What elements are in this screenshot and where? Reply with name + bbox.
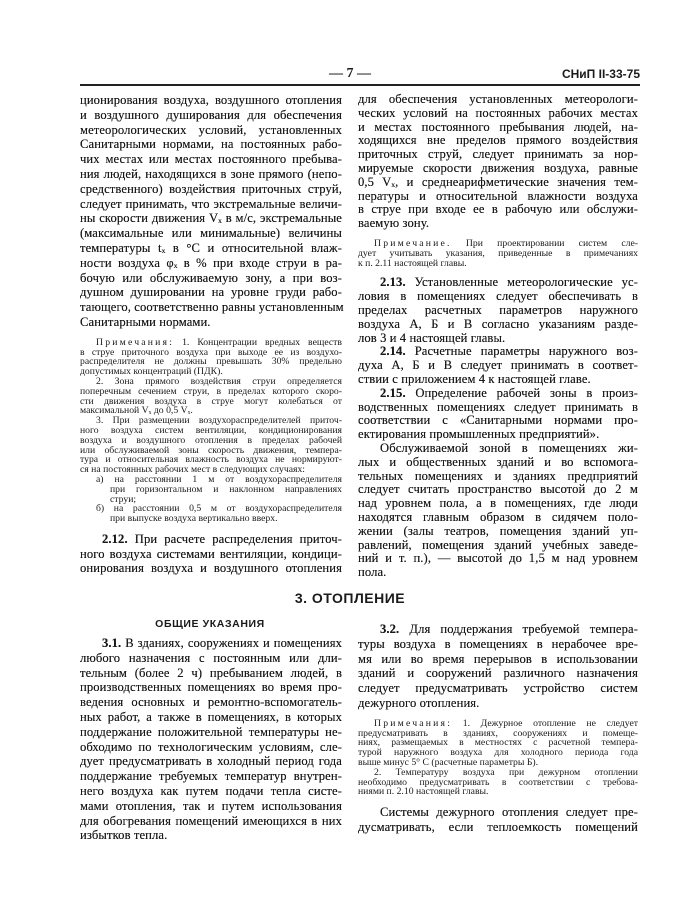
section-title: 3. ОТОПЛЕНИЕ: [294, 590, 406, 606]
text-line: [358, 134, 638, 148]
text-line: [358, 497, 638, 511]
line-text: поддержание положительной температуры не-: [80, 724, 342, 739]
text-line: [358, 525, 638, 539]
line-text: для обогревания помещений имеющихся в них: [80, 813, 342, 828]
text-line: [80, 680, 342, 695]
text-line: [358, 805, 638, 820]
line-text: предусматривать в зданиях, сооружениях и помеще-: [358, 727, 638, 739]
text-line: [358, 176, 638, 190]
text-line: [358, 304, 638, 318]
text-line: [358, 121, 638, 135]
line-text: (максимальные или минимальные) величины: [80, 226, 342, 241]
line-text: в струе приточного воздуха при выходе ее из воздухо-: [80, 346, 342, 358]
page-number: — 7 —: [329, 66, 371, 81]
line-text: пола.: [358, 565, 387, 580]
block-gap: [80, 524, 342, 532]
line-text: ний и т. п.), — высотой до 1,5 м над уровнем: [358, 551, 638, 566]
text-line: [358, 290, 638, 304]
text-line: [80, 514, 342, 524]
paragraph: [80, 93, 342, 330]
note-block: [358, 768, 638, 797]
line-text: турой наружного воздуха для холодного периода года: [358, 747, 638, 759]
paragraph-number: 2.13.: [380, 275, 406, 290]
line-text: онирования воздуха и воздушного отопления: [80, 561, 342, 576]
line-text: производственных помещениях во время про-: [80, 680, 342, 695]
line-text: ектирования промышленных предприятий».: [358, 427, 600, 442]
line-text: средственного) воздействия приточных струй,: [80, 181, 342, 196]
paragraph: [358, 442, 638, 580]
text-line: [80, 315, 342, 330]
text-line: [80, 799, 342, 814]
line-text: В зданиях, сооружениях и помещениях: [121, 636, 342, 650]
text-line: [358, 190, 638, 204]
line-text: ного воздуха системами вентиляции, кондици-: [80, 546, 342, 561]
line-text: Для поддержания требуемой темпера-: [399, 622, 638, 636]
text-line: [358, 259, 638, 269]
line-text: 1. Концентрации вредных веществ: [174, 336, 342, 348]
text-line: [80, 152, 342, 167]
line-text: дует предусматривать в холодный период года: [80, 754, 342, 769]
line-text: максимальной Vₓ до 0,5 Vₓ.: [80, 405, 193, 417]
line-text: мируемые скорости движения воздуха, равные: [358, 160, 638, 175]
text-line: [358, 442, 638, 456]
text-line: [80, 561, 342, 576]
line-text: ходящихся вне пределов прямого воздействия: [358, 133, 638, 148]
line-text: тура и относительная влажность воздуха не нормируют-: [80, 454, 342, 466]
line-text: тельных помещениях и зданиях предприятий: [358, 468, 638, 483]
paragraph: [358, 805, 638, 835]
line-text: струи;: [110, 493, 137, 505]
text-line: [358, 276, 638, 290]
text-line: [358, 107, 638, 121]
line-text: температуры tₓ в °С и относительной влаж-: [80, 240, 342, 255]
paragraph: [358, 622, 638, 711]
text-line: [80, 256, 342, 271]
line-text: распределителя не должны превышать 30% предельно: [80, 356, 342, 368]
header-rule: [80, 84, 640, 86]
document-code: СНиП II-33-75: [561, 67, 640, 81]
line-text: 0,5 Vₓ, и среднеарифметические значения тем-: [358, 174, 638, 189]
line-text: соответствии с «Санитарными нормами про-: [358, 413, 638, 428]
text-line: [80, 828, 342, 843]
line-text: поддержание требуемых температур внутрен-: [80, 769, 342, 784]
right-column-bottom: [358, 622, 638, 835]
text-line: [358, 217, 638, 231]
text-line: [358, 332, 638, 346]
line-text: воздуха и воздушного отопления в пределах рабочей: [80, 434, 342, 446]
line-text: чих местах или местах постоянного пребыва-: [80, 152, 342, 167]
line-text: дусматривать, если теплоемкость помещений: [358, 819, 638, 834]
line-text: избытков тепла.: [80, 828, 168, 843]
line-text: к п. 2.11 настоящей главы.: [358, 257, 467, 269]
paragraph-number: 3.1.: [102, 636, 122, 650]
paragraph-number: 3.2.: [380, 622, 400, 636]
paragraph-number: Примечания:: [96, 336, 175, 348]
text-line: [358, 373, 638, 387]
text-line: [80, 271, 342, 286]
text-line: [358, 787, 638, 797]
line-text: любого назначения с постоянным или дли-: [80, 650, 342, 665]
text-line: [358, 696, 638, 711]
paragraph-number: Примечание.: [374, 237, 452, 249]
line-text: дежурного отопления.: [358, 695, 480, 710]
text-line: [80, 769, 342, 784]
line-text: ния людей, находящихся в зоне прямого (непо-: [80, 166, 342, 181]
text-line: [358, 566, 638, 580]
note-block: [80, 338, 342, 377]
line-text: мя или во время перерывов в использовании: [358, 651, 638, 666]
line-text: ционирования воздуха, воздушного отопления: [80, 93, 342, 107]
line-text: б) на расстоянии 0,5 м от воздухораспределителя: [96, 503, 342, 515]
paragraph: [358, 93, 638, 231]
line-text: или обслуживаемой зоны скорость движения, темпера-: [80, 444, 342, 456]
text-line: [358, 820, 638, 835]
line-text: него воздуха как путем подачи тепла систе-: [80, 783, 342, 798]
line-text: лых и общественных зданий и во вспомога-: [358, 454, 638, 469]
text-line: [80, 211, 342, 226]
line-text: мами отопления, так и путем использования: [80, 798, 342, 813]
line-text: ниях, размещаемых в местностях с расчетной темпера-: [358, 737, 638, 749]
subsection-title: ОБЩИЕ УКАЗАНИЯ: [155, 618, 265, 630]
line-text: 2. Температуру воздуха при дежурном отоплении: [374, 766, 638, 778]
block-gap: [358, 797, 638, 805]
note-block: [80, 416, 342, 475]
text-line: [80, 710, 342, 725]
text-line: [358, 345, 638, 359]
line-text: дует учитывать указания, приведенные в примечаниях: [358, 247, 638, 259]
text-line: [80, 784, 342, 799]
text-line: [358, 681, 638, 696]
line-text: Санитарными нормами, на постоянных рабо-: [80, 137, 342, 152]
line-text: ся на постоянных рабочих мест в следующих случаях:: [80, 464, 305, 476]
line-text: ловия в помещениях следует обеспечивать в: [358, 289, 638, 304]
text-line: [80, 532, 342, 547]
text-line: [80, 636, 342, 651]
line-text: ваемую зону.: [358, 216, 430, 231]
line-text: ческих условий на постоянных рабочих местах: [358, 105, 638, 120]
line-text: бочую или обслуживаемую зону, а при воз-: [80, 270, 342, 285]
left-column-bottom: [80, 636, 342, 843]
text-line: [358, 483, 638, 497]
note-block: [80, 377, 342, 416]
text-line: [80, 725, 342, 740]
text-line: [358, 203, 638, 217]
text-line: [358, 148, 638, 162]
text-line: [80, 197, 342, 212]
text-line: [80, 182, 342, 197]
note-block: [358, 719, 638, 768]
line-text: При расчете распределения приточ-: [127, 531, 342, 546]
text-line: [80, 666, 342, 681]
text-line: [80, 167, 342, 182]
paragraph: [80, 532, 342, 576]
line-text: в струе при входе ее в рабочую или обслужи-: [358, 202, 638, 217]
text-line: [80, 137, 342, 152]
line-text: сти движения воздуха в струе могут колебаться от: [80, 395, 342, 407]
line-text: над уровнем пола, а в помещениях, где люди: [358, 496, 638, 511]
line-text: метеорологических условий, установленных: [80, 122, 342, 137]
text-line: [358, 93, 638, 107]
text-line: [358, 666, 638, 681]
line-text: ведения основных и ремонтно-вспомогатель-: [80, 695, 342, 710]
text-line: [80, 108, 342, 123]
line-text: а) на расстоянии 1 м от воздухораспределителя: [96, 473, 342, 485]
text-line: [80, 226, 342, 241]
text-line: [80, 740, 342, 755]
text-line: [358, 652, 638, 667]
line-text: ных работ, а также в помещениях, в которых: [80, 709, 342, 724]
text-line: [358, 401, 638, 415]
line-text: необходимо предусматривать в соответствии с требова-: [358, 776, 638, 788]
line-text: туры воздуха в помещениях в нерабочее вре-: [358, 636, 638, 651]
line-text: и местах постоянного пребывания людей, на-: [358, 119, 638, 134]
line-text: следует считать пространство высотой до 2 м: [358, 482, 638, 497]
line-text: при выпуске воздуха вертикально вверх.: [110, 513, 278, 525]
line-text: тающего, соответственно равны установленным: [80, 300, 344, 315]
line-text: при горизонтальном и наклонном направлениях: [110, 483, 342, 495]
text-line: [358, 387, 638, 401]
note-block: [80, 504, 342, 524]
note-block: [80, 475, 342, 504]
line-text: духа А, Б и В следует принимать в соответ-: [358, 358, 638, 373]
line-text: Санитарными нормами.: [80, 314, 211, 329]
text-line: [358, 470, 638, 484]
line-text: ности воздуха φₓ в % при входе струи в ра-: [80, 255, 342, 270]
text-line: [358, 162, 638, 176]
paragraph-number: 2.15.: [380, 385, 406, 400]
text-line: [358, 637, 638, 652]
line-text: Установленные метеорологические ус-: [405, 275, 638, 290]
text-line: [358, 456, 638, 470]
paragraph: [80, 636, 342, 843]
text-line: [358, 552, 638, 566]
text-line: [358, 622, 638, 637]
line-text: жении (залы театров, помещения зданий уп-: [358, 523, 638, 538]
right-column-top: [358, 93, 638, 580]
line-text: приточных струй, следует принимать за нор-: [358, 147, 638, 162]
paragraph-number: 2.14.: [380, 344, 406, 359]
text-line: [80, 241, 342, 256]
line-text: При проектировании систем сле-: [451, 237, 638, 249]
line-text: Расчетные параметры наружного воз-: [405, 344, 638, 359]
line-text: поперечным сечением струи, в пределах которого скоро-: [80, 385, 342, 397]
line-text: пературы и относительной влажности воздуха: [358, 188, 638, 203]
text-line: [80, 123, 342, 138]
line-text: 2. Зона прямого воздействия струи определяется: [96, 375, 342, 387]
text-line: [80, 814, 342, 829]
line-text: пределах расчетных параметров наружного: [358, 302, 638, 317]
paragraph-number: Примечания:: [374, 717, 453, 729]
line-text: Системы дежурного отопления следует пре-: [380, 805, 638, 820]
line-text: ны скорости движения Vₓ в м/с, экстремальные: [80, 211, 342, 226]
line-text: зданий и сооружений различного назначения: [358, 666, 638, 681]
line-text: 3. При размещении воздухораспределителей приточ-: [96, 415, 342, 427]
left-column-top: [80, 93, 342, 576]
paragraph-number: 2.12.: [102, 531, 128, 546]
text-line: [358, 318, 638, 332]
text-line: [80, 695, 342, 710]
line-text: следует предусматривать устройство систем: [358, 681, 638, 696]
line-text: 1. Дежурное отопление не следует: [452, 717, 638, 729]
note-block: [358, 239, 638, 268]
line-text: воздуха А, Б и В согласно указаниям разде-: [358, 316, 638, 331]
paragraph: [358, 345, 638, 386]
text-line: [358, 539, 638, 553]
line-text: и воздушного душирования для обеспечения: [80, 107, 342, 122]
line-text: душном душировании на уровне груди рабо-: [80, 285, 342, 300]
text-line: [80, 547, 342, 562]
line-text: выше минус 5° С (расчетные параметры Б).: [358, 756, 539, 768]
text-line: [80, 93, 342, 108]
text-line: [358, 428, 638, 442]
line-text: ствии с приложением 4 к настоящей главе.: [358, 371, 591, 386]
line-text: Обслуживаемой зоной в помещениях жи-: [380, 440, 638, 455]
line-text: следует принимать, что экстремальные величи-: [80, 196, 342, 211]
paragraph: [358, 276, 638, 345]
line-text: ного воздуха систем вентиляции, кондиционирования: [80, 424, 342, 436]
line-text: обходимо по технологическим условиям, сле-: [80, 739, 342, 754]
text-line: [358, 414, 638, 428]
text-line: [80, 651, 342, 666]
text-line: [80, 300, 342, 315]
text-line: [80, 285, 342, 300]
line-text: для обеспечения установленных метеорологи-: [358, 92, 638, 106]
line-text: находятся главным образом в сидячем поло-: [358, 509, 638, 524]
line-text: тельным (более 2 ч) пребыванием людей, в: [80, 665, 342, 680]
line-text: равлений, помещения зданий учебных заведе-: [358, 537, 638, 552]
line-text: Определение рабочей зоны в произ-: [405, 385, 638, 400]
line-text: лов 3 и 4 настоящей главы.: [358, 330, 506, 345]
line-text: водственных помещениях следует принимать в: [358, 399, 638, 414]
line-text: допустимых концентраций (ПДК).: [80, 366, 223, 378]
line-text: ниями п. 2.10 настоящей главы.: [358, 786, 489, 798]
text-line: [358, 359, 638, 373]
paragraph: [358, 387, 638, 442]
text-line: [80, 754, 342, 769]
text-line: [358, 511, 638, 525]
